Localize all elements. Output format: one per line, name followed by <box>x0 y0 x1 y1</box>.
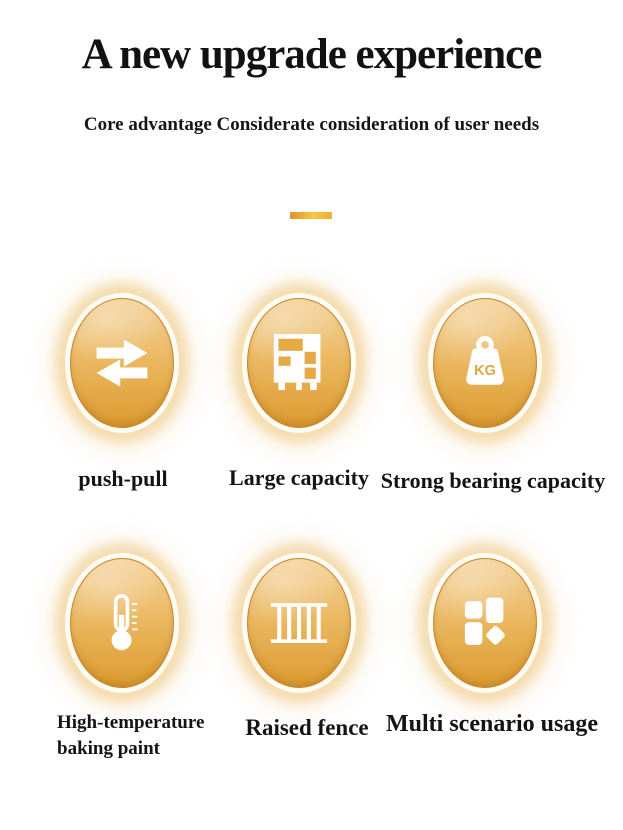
fence-icon <box>270 602 328 644</box>
feature-badge-bearing <box>433 298 537 428</box>
page-title: A new upgrade experience <box>81 31 542 78</box>
four-shapes-icon <box>457 595 513 651</box>
feature-label: Large capacity <box>229 465 369 490</box>
feature-badge-large-capacity <box>247 298 351 428</box>
kg-weight-icon <box>456 334 514 392</box>
feature-label: push-pull <box>78 466 168 491</box>
page-subtitle: Core advantage Considerate consideration of user needs <box>83 114 540 135</box>
feature-label: Raised fence <box>245 715 369 740</box>
feature-label: High-temperature baking paint <box>57 712 205 759</box>
cabinet-icon <box>271 332 327 394</box>
feature-badge-high-temperature <box>70 558 174 688</box>
kg-label: KG <box>474 362 496 379</box>
feature-badge-push-pull <box>70 298 174 428</box>
accent-divider <box>290 212 332 219</box>
feature-label: Strong bearing capacity <box>380 468 606 493</box>
feature-badge-raised-fence <box>247 558 351 688</box>
feature-badge-multi-scenario <box>433 558 537 688</box>
feature-label: Multi scenario usage <box>386 711 598 737</box>
thermometer-icon <box>93 592 151 654</box>
transfer-arrows-icon <box>93 334 151 392</box>
